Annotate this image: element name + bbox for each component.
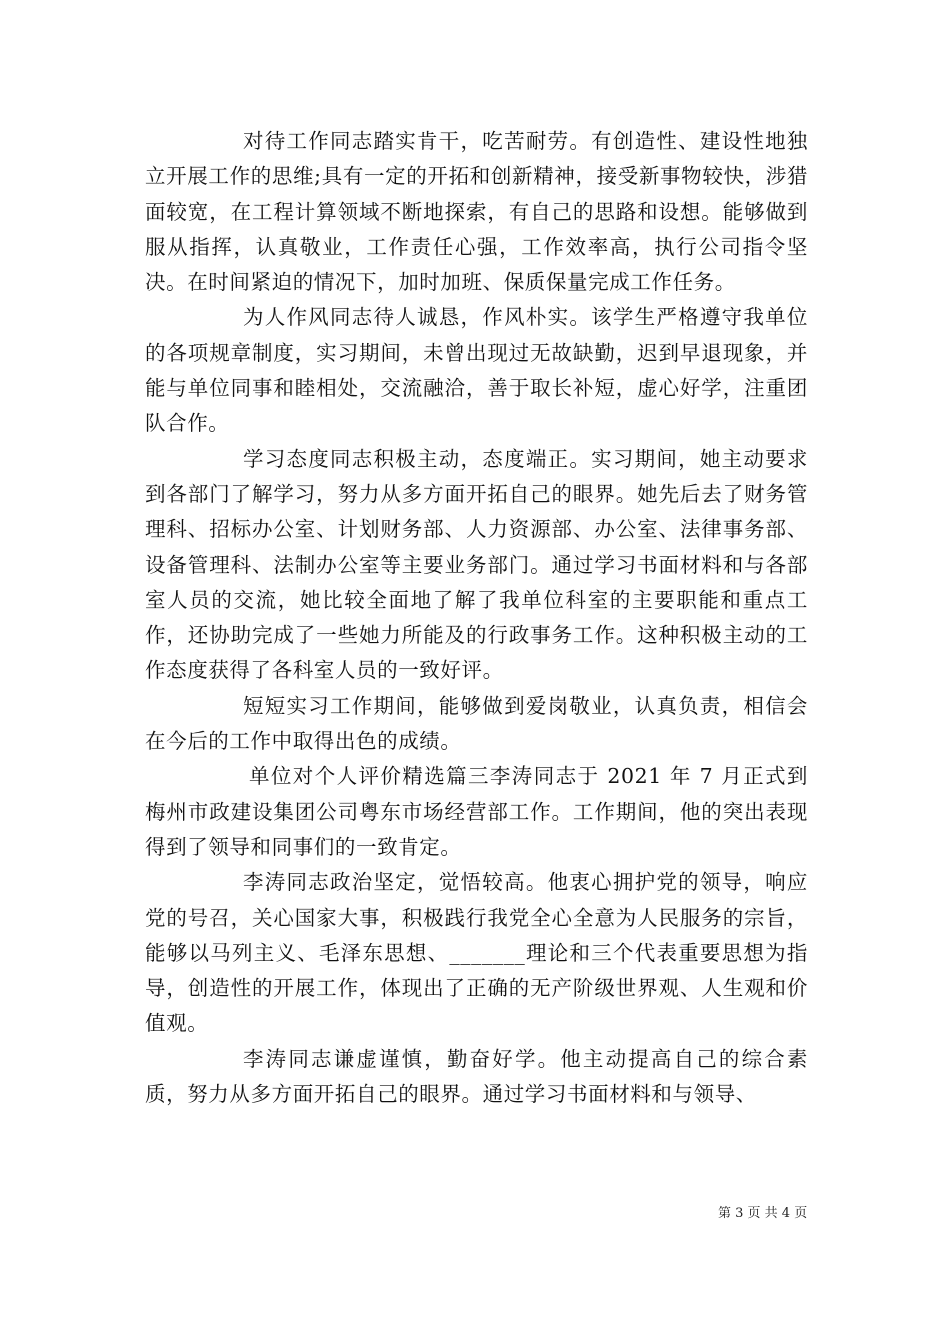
paragraph-conduct: 为人作风同志待人诚恳，作风朴实。该学生严格遵守我单位的各项规章制度，实习期间，未曾出现过无故缺勤，迟到早退现象，并能与单位同事和睦相处，交流融洽，善于取长补短，虚心好学，注重团队合作。 [145, 305, 808, 436]
paragraph-political-stance: 李涛同志政治坚定，觉悟较高。他衷心拥护党的领导，响应党的号召，关心国家大事，积极践行我党全心全意为人民服务的宗旨，能够以马列主义、毛泽东思想、_______理论和三个代表重要思想为指导，创造性的开展工作，体现出了正确的无产阶级世界观、人生观和价值观。 [145, 870, 808, 1036]
paragraph-work-attitude: 对待工作同志踏实肯干，吃苦耐劳。有创造性、建设性地独立开展工作的思维;具有一定的开拓和创新精神，接受新事物较快，涉猎面较宽，在工程计算领域不断地探索，有自己的思路和设想。能够做到服从指挥，认真敬业，工作责任心强，工作效率高，执行公司指令坚决。在时间紧迫的情况下，加时加班、保质保量完成工作任务。 [145, 129, 808, 295]
document-body [145, 124, 808, 1112]
paragraph-learning-attitude: 学习态度同志积极主动，态度端正。实习期间，她主动要求到各部门了解学习，努力从多方面开拓自己的眼界。她先后去了财务管理科、招标办公室、计划财务部、人力资源部、办公室、法律事务部、设备管理科、法制办公室等主要业务部门。通过学习书面材料和与各部室人员的交流，她比较全面地了解了我单位科室的主要职能和重点工作，还协助完成了一些她力所能及的行政事务工作。这种积极主动的工作态度获得了各科室人员的一致好评。 [145, 446, 808, 683]
paragraph-modesty: 李涛同志谦虚谨慎，勤奋好学。他主动提高自己的综合素质，努力从多方面开拓自己的眼界。通过学习书面材料和与领导、 [145, 1046, 808, 1107]
paragraph-internship-summary: 短短实习工作期间，能够做到爱岗敬业，认真负责，相信会在今后的工作中取得出色的成绩。 [145, 693, 808, 754]
page-number-footer: 第 3 页 共 4 页 [718, 1206, 808, 1221]
paragraph-evaluation-three-intro: 单位对个人评价精选篇三李涛同志于 2021 年 7 月正式到梅州市政建设集团公司粤东市场经营部工作。工作期间，他的突出表现得到了领导和同事们的一致肯定。 [145, 764, 808, 859]
